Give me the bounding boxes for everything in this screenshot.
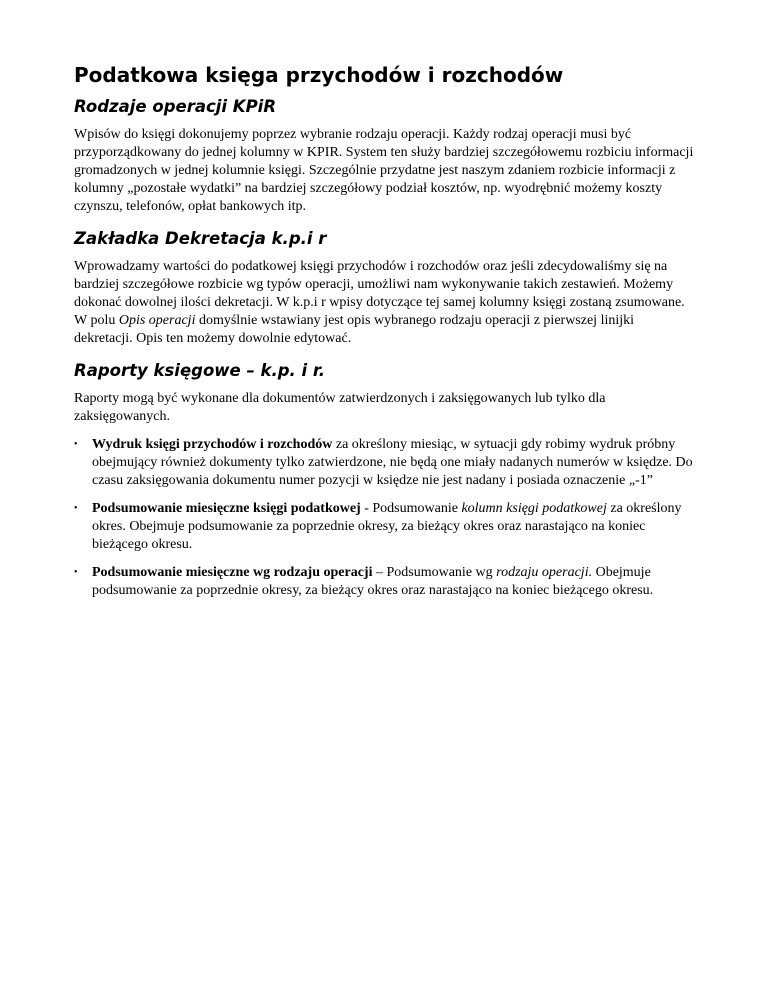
report-list [74,436,694,600]
bullet-icon: • [74,567,78,578]
item-tail: Obejmuje podsumowanie za poprzednie okresy, za bieżący okres oraz narastająco na koniec bieżącego okresu. [92,565,654,598]
item-tail: za określony okres. Obejmuje podsumowanie za poprzednie okresy, za bieżący okres oraz narastająco na koniec bieżącego okresu. [92,501,682,552]
section-text-decree-tab [74,258,694,348]
list-item [74,436,694,490]
list-item [74,564,694,600]
item-text: – Podsumowanie wg [372,565,497,580]
section-reports [74,360,694,600]
item-italic-term: rodzaju operacji. [496,565,593,580]
item-bold-title: Podsumowanie miesięczne wg rodzaju operacji [92,565,373,580]
section-text-operation-types: Wpisów do księgi dokonujemy poprzez wybranie rodzaju operacji. Każdy rodzaj operacji musi być przyporządkowany do jednej kolumny w KPIR. System ten służy bardziej szczegółowemu rozbiciu informacji gromadzonych w jednej kolumnie księgi. Szczególnie przydatne jest naszym zdaniem rozbicie informacji z kolumny „pozostałe wydatki” na bardziej szczegółowy podział kosztów, np. wyodrębnić możemy koszty czynszu, telefonów, opłat bankowych itp. [74,127,694,214]
section-heading-decree-tab: Zakładka Dekretacja k.p.i r [74,229,327,248]
section-intro-reports: Raporty mogą być wykonane dla dokumentów zatwierdzonych i zaksięgowanych lub tylko dla zaksięgowanych. [74,391,606,424]
section-decree-tab [74,228,694,348]
text-span: Wprowadzamy wartości do podatkowej księgi przychodów i rozchodów oraz jeśli zdecydowaliśmy się na bardziej szczegółowe rozbicie wg typów operacji, umożliwi nam wykonywanie takich zestawień. Możemy dokonać dowolnej ilości dekretacji. W k.p.i r wpisy dotyczące tej samej kolumny księgi zostaną zsumowane. W polu [74,259,685,328]
section-operation-types [74,96,694,216]
bullet-icon: • [74,503,78,514]
section-heading-reports: Raporty księgowe – k.p. i r. [74,361,325,380]
item-italic-term: kolumn księgi podatkowej [461,501,607,516]
section-heading-operation-types: Rodzaje operacji KPiR [74,97,277,116]
item-bold-title: Podsumowanie miesięczne księgi podatkowej [92,501,361,516]
text-span: domyślnie wstawiany jest opis wybranego rodzaju operacji z pierwszej linijki dekretacji. Opis ten możemy dowolnie edytować. [74,313,635,346]
item-text: - Podsumowanie [360,501,462,516]
item-bold-title: Wydruk księgi przychodów i rozchodów [92,437,333,452]
italic-term: Opis operacji [118,313,196,328]
page-title: Podatkowa księga przychodów i rozchodów [74,63,564,87]
item-text: za określony miesiąc, w sytuacji gdy robimy wydruk próbny obejmujący również dokumenty tylko zatwierdzone, nie będą one miały nadanych numerów w księdze. Do czasu zaksięgowania dokumentu numer pozycji w księdze nie jest nadany i posiada oznaczenie „-1” [92,437,693,488]
list-item [74,500,694,554]
bullet-icon: • [74,439,78,450]
